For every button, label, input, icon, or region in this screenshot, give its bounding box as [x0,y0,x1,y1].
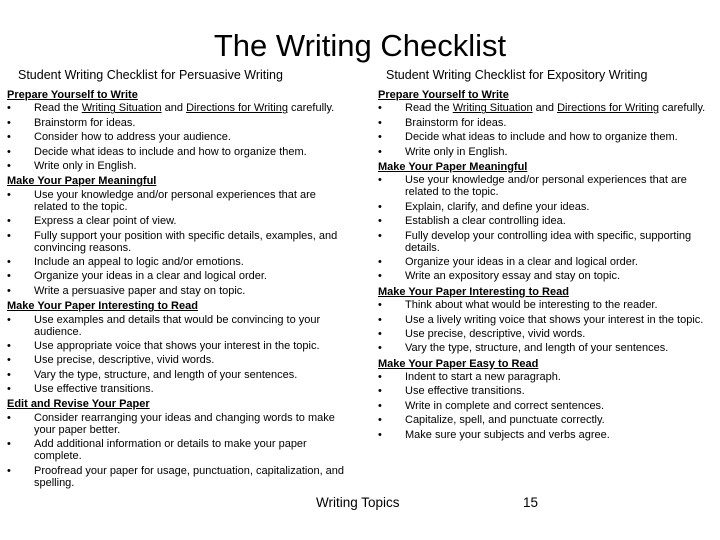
column-heading: Student Writing Checklist for Expository Writing [386,68,648,82]
bullet-icon: • [378,215,382,228]
item-text: Decide what ideas to include and how to organize them. [34,145,307,158]
item-text: Express a clear point of view. [34,215,177,228]
item-text: Organize your ideas in a clear and logical order. [405,255,638,268]
checklist-item [378,230,716,254]
section-list [7,88,352,489]
bullet-icon: • [378,342,382,355]
bullet-icon: • [378,102,382,115]
bullet-icon: • [378,414,382,427]
section-heading: Prepare Yourself to Write [378,89,509,101]
bullet-icon: • [378,131,382,144]
item-text: Use examples and details that would be convincing to your audience. [34,313,321,338]
checklist-item [378,371,716,383]
item-text: and [532,102,558,115]
item-text: Include an appeal to logic and/or emotions. [34,255,244,268]
checklist-item [378,314,716,326]
item-text: Write an expository essay and stay on topic. [405,270,621,283]
checklist-item [7,256,352,268]
section-heading: Make Your Paper Meaningful [378,160,528,173]
bullet-icon: • [7,438,11,451]
bullet-icon: • [378,270,382,283]
item-text: carefully. [287,102,335,115]
checklist-items [7,412,352,489]
bullet-icon: • [7,284,11,297]
item-text: Use a lively writing voice that shows your interest in the topic. [405,313,704,326]
bullet-icon: • [378,255,382,268]
checklist-item [378,414,716,426]
bullet-icon: • [7,188,11,201]
checklist-item [7,160,352,172]
item-text: Fully develop your controlling idea with specific, supporting details. [405,229,692,254]
bullet-icon: • [378,428,382,441]
bullet-icon: • [378,371,382,384]
checklist-item [378,102,716,114]
bullet-icon: • [7,145,11,158]
section-heading: Make Your Paper Easy to Read [378,357,539,370]
item-text: Use your knowledge and/or personal experiences that are related to the topic. [34,188,316,213]
item-text: Write a persuasive paper and stay on topic. [34,284,246,297]
bullet-icon: • [378,385,382,398]
item-text: Consider how to address your audience. [34,131,231,144]
item-text: Establish a clear controlling idea. [405,215,566,228]
item-text: Decide what ideas to include and how to organize them. [405,131,678,144]
checklist-item [378,342,716,354]
bullet-icon: • [7,354,11,367]
item-text: Vary the type, structure, and length of your sentences. [34,368,298,381]
checklist-item [7,189,352,213]
checklist-item [378,299,716,311]
item-text: Vary the type, structure, and length of your sentences. [405,342,669,355]
section-heading: Make Your Paper Meaningful [7,175,157,188]
bullet-icon: • [7,383,11,396]
item-text: Read the [405,102,453,115]
checklist-items [378,299,716,354]
directions-for-writing-ref: Directions for Writing [557,102,659,115]
item-text: Organize your ideas in a clear and logical order. [34,270,267,283]
checklist-item [378,117,716,129]
checklist-item [378,400,716,412]
checklist-item [7,131,352,143]
item-text: Use appropriate voice that shows your interest in the topic. [34,339,320,352]
checklist-item [7,117,352,129]
item-text: Use precise, descriptive, vivid words. [405,327,586,340]
bullet-icon: • [7,368,11,381]
bullet-icon: • [7,411,11,424]
writing-situation-ref: Writing Situation [452,102,533,115]
checklist-item [378,146,716,158]
checklist-item [7,102,352,114]
bullet-icon: • [378,145,382,158]
checklist-item [7,369,352,381]
section-list [378,88,716,441]
bullet-icon: • [7,313,11,326]
column-heading: Student Writing Checklist for Persuasive Writing [18,68,283,82]
checklist-item [7,285,352,297]
persuasive-checklist-column [7,66,352,491]
bullet-icon: • [7,339,11,352]
item-text: Explain, clarify, and define your ideas. [405,200,590,213]
checklist-items [7,102,352,172]
writing-situation-ref: Writing Situation [81,102,162,115]
bullet-icon: • [7,131,11,144]
checklist-item [7,146,352,158]
item-text: Write only in English. [405,145,508,158]
bullet-icon: • [7,102,11,115]
bullet-icon: • [7,270,11,283]
item-text: Brainstorm for ideas. [34,116,136,129]
page-number: 15 [523,495,539,510]
bullet-icon: • [378,313,382,326]
item-text: and [161,102,187,115]
item-text: Use effective transitions. [34,383,154,396]
section-heading: Edit and Revise Your Paper [7,398,150,411]
bullet-icon: • [7,215,11,228]
checklist-items [378,174,716,282]
checklist-item [378,429,716,441]
checklist-item [7,465,352,489]
checklist-item [378,328,716,340]
section-heading: Make Your Paper Interesting to Read [7,300,198,313]
bullet-icon: • [378,299,382,312]
item-text: Fully support your position with specific details, examples, and convincing reasons. [34,229,338,254]
item-text: Use your knowledge and/or personal experiences that are related to the topic. [405,174,687,199]
checklist-item [7,340,352,352]
item-text: Proofread your paper for usage, punctuation, capitalization, and spelling. [34,464,345,489]
bullet-icon: • [7,229,11,242]
item-text: Use precise, descriptive, vivid words. [34,354,215,367]
checklist-items [7,314,352,396]
bullet-icon: • [7,116,11,129]
expository-checklist-column [378,66,716,443]
item-text: Add additional information or details to make your paper complete. [34,438,307,463]
directions-for-writing-ref: Directions for Writing [186,102,288,115]
bullet-icon: • [378,200,382,213]
item-text: Make sure your subjects and verbs agree. [405,428,610,441]
bullet-icon: • [378,116,382,129]
checklist-item [7,270,352,282]
bullet-icon: • [378,327,382,340]
bullet-icon: • [7,159,11,172]
item-text: Think about what would be interesting to the reader. [405,299,658,312]
checklist-items [378,102,716,157]
item-text: Write only in English. [34,159,137,172]
item-text: Read the [34,102,82,115]
item-text: Write in complete and correct sentences. [405,399,605,412]
page-title: The Writing Checklist [213,28,507,63]
section-heading: Prepare Yourself to Write [7,89,138,101]
item-text: Consider rearranging your ideas and changing words to make your paper better. [34,411,335,436]
item-text: Indent to start a new paragraph. [405,371,561,384]
checklist-item [7,354,352,366]
checklist-item [378,215,716,227]
item-text: Use effective transitions. [405,385,525,398]
checklist-item [7,215,352,227]
checklist-item [7,230,352,254]
bullet-icon: • [378,399,382,412]
checklist-item [378,270,716,282]
checklist-item [378,201,716,213]
bullet-icon: • [378,229,382,242]
checklist-item [378,256,716,268]
item-text: Brainstorm for ideas. [405,116,507,129]
item-text: Capitalize, spell, and punctuate correctly. [405,414,605,427]
section-heading: Make Your Paper Interesting to Read [378,285,569,298]
checklist-item [7,314,352,338]
checklist-item [7,438,352,462]
bullet-icon: • [7,464,11,477]
bullet-icon: • [378,174,382,187]
checklist-items [7,189,352,297]
checklist-item [378,174,716,198]
checklist-items [378,371,716,441]
item-text: carefully. [658,102,706,115]
bullet-icon: • [7,255,11,268]
checklist-item [378,385,716,397]
checklist-item [7,412,352,436]
checklist-item [7,383,352,395]
footer-topic: Writing Topics [316,495,400,510]
checklist-item [378,131,716,143]
